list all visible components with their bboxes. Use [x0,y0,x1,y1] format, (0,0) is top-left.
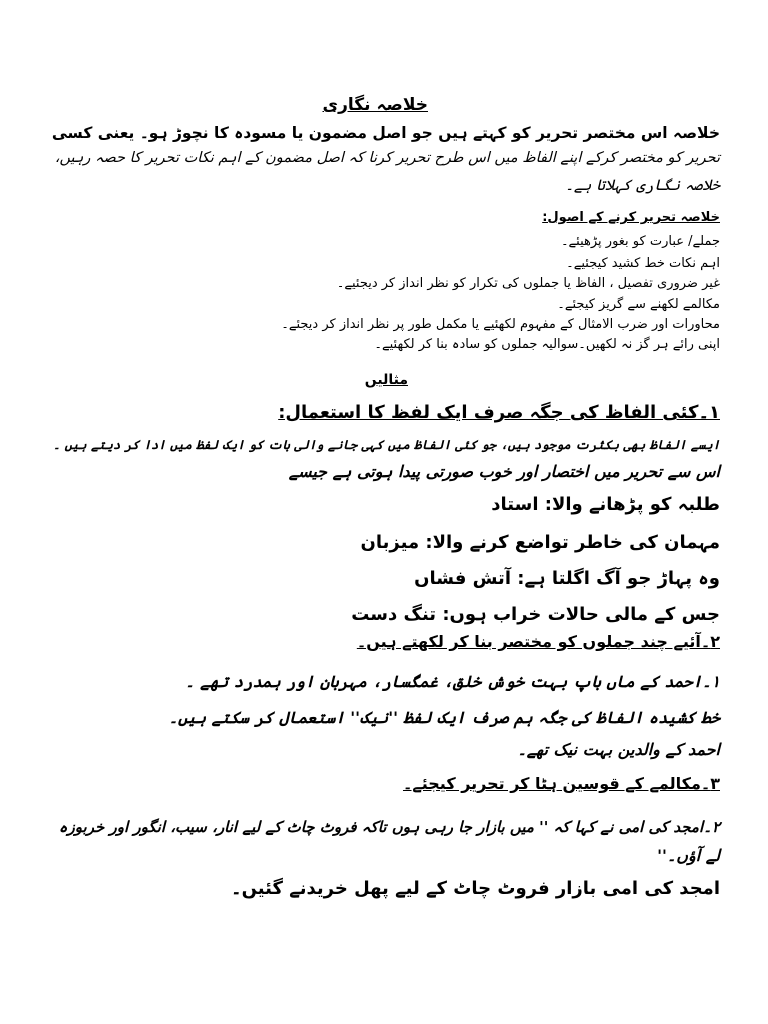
section-3-line-3: امجد کی امی بازار فروٹ چاٹ کے لیے پھل خریدنے گئیں۔ [231,878,720,899]
section-1-line-1: ایسے الفاظ بھی بکثرت موجود ہیں، جو کئی الفاظ میں کہی جانے والی بات کو ایک لفظ میں ادا کر دیتے ہیں ۔ [52,437,720,452]
rule-item: اپنی رائے ہر گز نہ لکھیں۔سوالیہ جملوں کو سادہ بنا کر لکھئیے۔ [374,337,720,352]
example-item: جس کے مالی حالات خراب ہوں: تنگ دست [351,604,720,625]
section-1-heading: ١۔کئی الفاظ کی جگہ صرف ایک لفظ کا استعمال: [278,402,720,423]
example-item: طلبہ کو پڑھانے والا: استاد [491,494,720,515]
rule-item: مکالمے لکھنے سے گریز کیجئے۔ [557,297,720,312]
section-1-line-2: اس سے تحریر میں اختصار اور خوب صورتی پیدا ہوتی ہے جیسے [288,462,720,481]
example-item: وہ پہاڑ جو آگ اگلتا ہے: آتش فشاں [414,568,720,589]
examples-heading: مثالیں [364,372,408,388]
intro-line-1: خلاصہ اس مختصر تحریر کو کہتے ہیں جو اصل مضمون یا مسودہ کا نچوڑ ہو۔ یعنی کسی [51,124,720,142]
section-2-heading: ٢۔آئیے چند جملوں کو مختصر بنا کر لکھتے ہیں۔ [356,632,720,651]
section-2-line-3: احمد کے والدین بہت نیک تھے۔ [517,740,720,759]
section-2-line-2: خط کشیدہ الفاظ کی جگہ ہم صرف ایک لفظ ''نیک'' استعمال کر سکتے ہیں۔ [168,708,720,727]
section-3-heading: ٣۔مکالمے کے قوسین ہٹا کر تحریر کیجئے۔ [402,774,720,793]
rule-item: غیر ضروری تفصیل ، الفاظ یا جملوں کی تکرار کو نظر انداز کر دیجئیے۔ [336,276,720,291]
section-3-line-2: لے آؤں۔'' [657,846,720,865]
example-item: مہمان کی خاطر تواضع کرنے والا: میزبان [360,532,720,553]
rule-item: محاورات اور ضرب الامثال کے مفہوم لکھئیے یا مکمل طور پر نظر انداز کر دیجئے۔ [281,317,720,332]
section-2-line-1: ١۔احمد کے ماں باپ بہت خوش خلق، غمگسار، مہربان اور ہمدرد تھے ۔ [185,672,720,691]
rule-item: اہم نکات خط کشید کیجئیے۔ [566,256,720,271]
section-3-line-1: ٢۔امجد کی امی نے کہا کہ '' میں بازار جا رہی ہوں تاکہ فروٹ چاٹ کے لیے انار، سیب، انگور اور خربوزہ [58,818,720,836]
page-title: خلاصہ نگاری [322,95,428,115]
intro-line-2: تحریر کو مختصر کرکے اپنے الفاظ میں اس طرح تحریر کرنا کہ اصل مضمون کے اہم نکات تحریر کا حصہ رہیں، [54,150,720,166]
rule-item: جملے/ عبارت کو بغور پڑھیئے۔ [560,234,720,249]
intro-line-3: خلاصہ نگاری کہلاتا ہے۔ [565,176,720,194]
rules-heading: خلاصہ تحریر کرنے کے اصول: [542,210,720,225]
